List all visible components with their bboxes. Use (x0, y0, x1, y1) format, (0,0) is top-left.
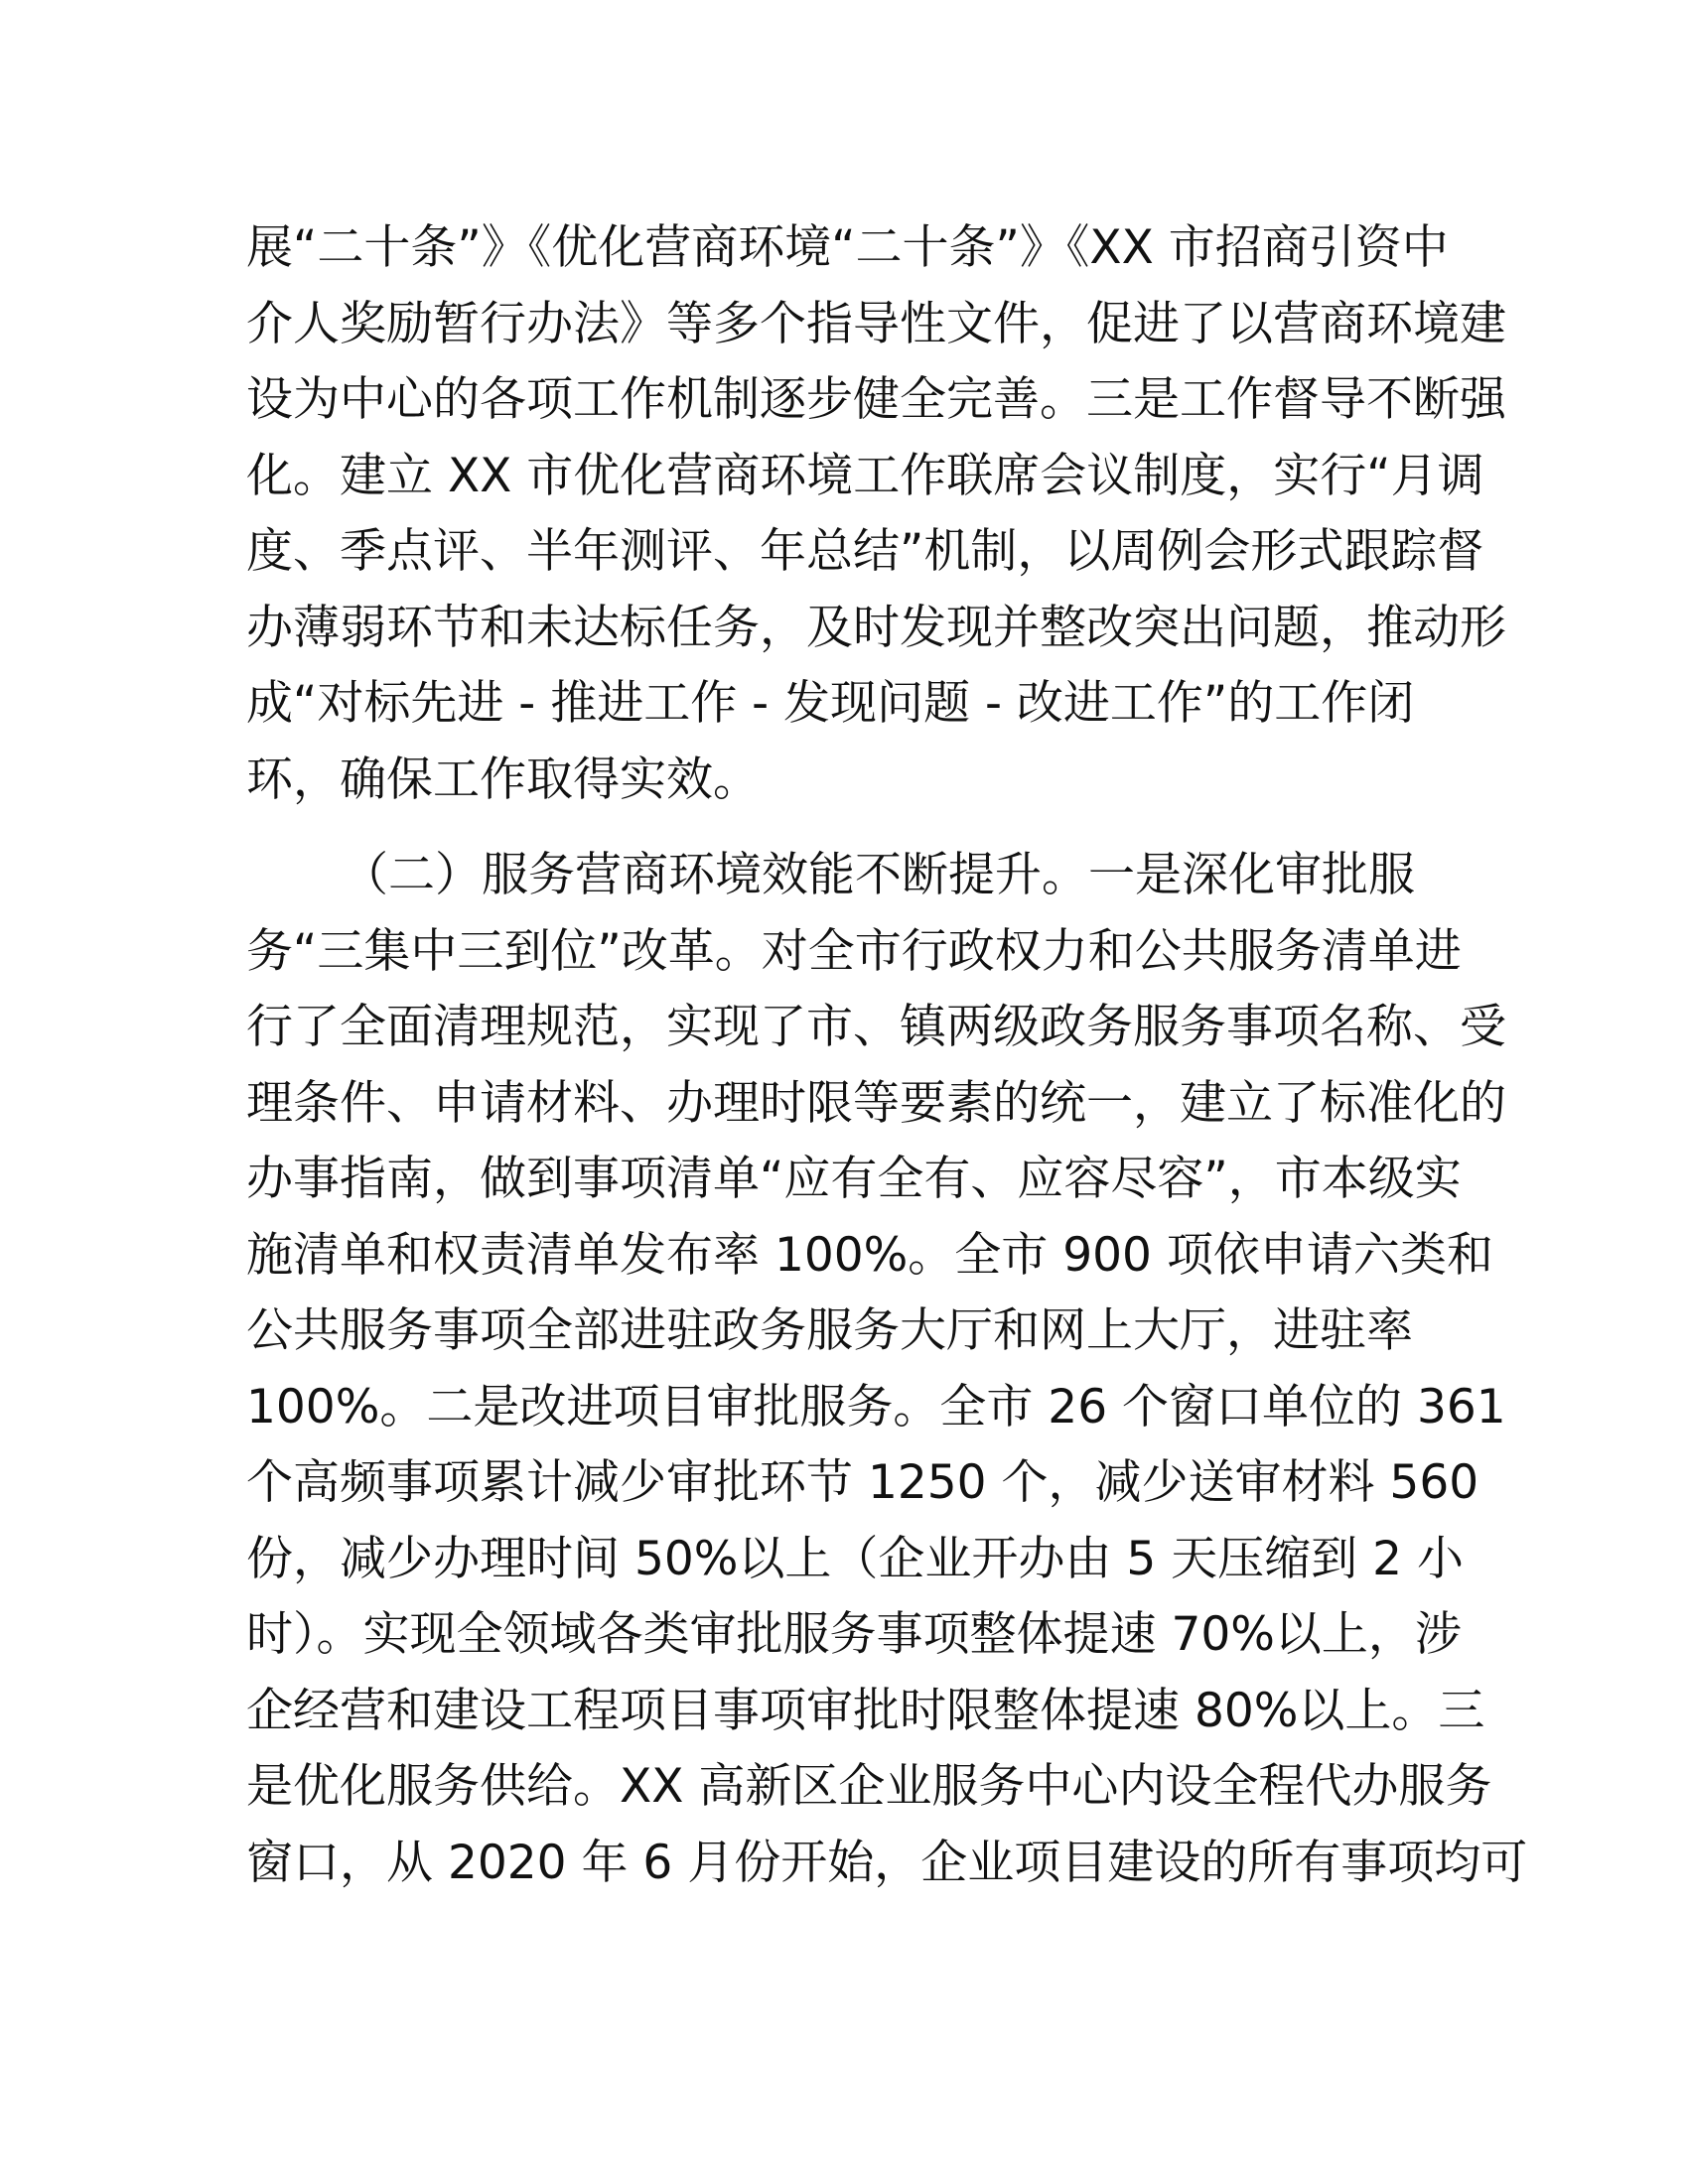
text-line: 公共服务事项全部进驻政务服务大厅和网上大厅，进驻率 (246, 1303, 1413, 1358)
text-line: 环，确保工作取得实效。 (246, 751, 760, 807)
paragraph-1 (246, 210, 1506, 818)
text-line: 企经营和建设工程项目事项审批时限整体提速 80%以上。三 (246, 1683, 1485, 1738)
body-text (246, 210, 1528, 1901)
text-line: 展“二十条”》《优化营商环境“二十条”》《XX 市招商引资中 (246, 220, 1449, 275)
text-line: 行了全面清理规范，实现了市、镇两级政务服务事项名称、受 (246, 1000, 1506, 1054)
text-line: 化。建立 XX 市优化营商环境工作联席会议制度，实行“月调 (246, 448, 1484, 503)
text-line: 成“对标先进 - 推进工作 - 发现问题 - 改进工作”的工作闭 (246, 676, 1415, 731)
text-line: 务“三集中三到位”改革。对全市行政权力和公共服务清单进 (246, 923, 1462, 979)
text-line: 办薄弱环节和未达标任务，及时发现并整改突出问题，推动形 (246, 600, 1506, 655)
text-line: 100%。二是改进项目审批服务。全市 26 个窗口单位的 361 (246, 1379, 1506, 1434)
text-line: 是优化服务供给。XX 高新区企业服务中心内设全程代办服务 (246, 1759, 1492, 1814)
text-line: 个高频事项累计减少审批环节 1250 个，减少送审材料 560 (246, 1455, 1479, 1510)
section-heading-line: （二）服务营商环境效能不断提升。一是深化审批服 (342, 848, 1415, 902)
text-line: 窗口，从 2020 年 6 月份开始，企业项目建设的所有事项均可 (246, 1835, 1528, 1890)
paragraph-2 (246, 838, 1528, 1901)
text-line: 度、季点评、半年测评、年总结”机制，以周例会形式跟踪督 (246, 524, 1484, 579)
text-line: 介人奖励暂行办法》等多个指导性文件，促进了以营商环境建 (246, 296, 1506, 351)
text-line: 施清单和权责清单发布率 100%。全市 900 项依申请六类和 (246, 1227, 1493, 1283)
text-line: 理条件、申请材料、办理时限等要素的统一，建立了标准化的 (246, 1075, 1506, 1131)
text-line: 份，减少办理时间 50%以上（企业开办由 5 天压缩到 2 小 (246, 1531, 1464, 1586)
text-line: 办事指南，做到事项清单“应有全有、应容尽容”，市本级实 (246, 1152, 1462, 1206)
paragraph-spacer (246, 818, 1446, 838)
text-line: 设为中心的各项工作机制逐步健全完善。三是工作督导不断强 (246, 372, 1506, 427)
text-line: 时）。实现全领域各类审批服务事项整体提速 70%以上，涉 (246, 1607, 1462, 1662)
